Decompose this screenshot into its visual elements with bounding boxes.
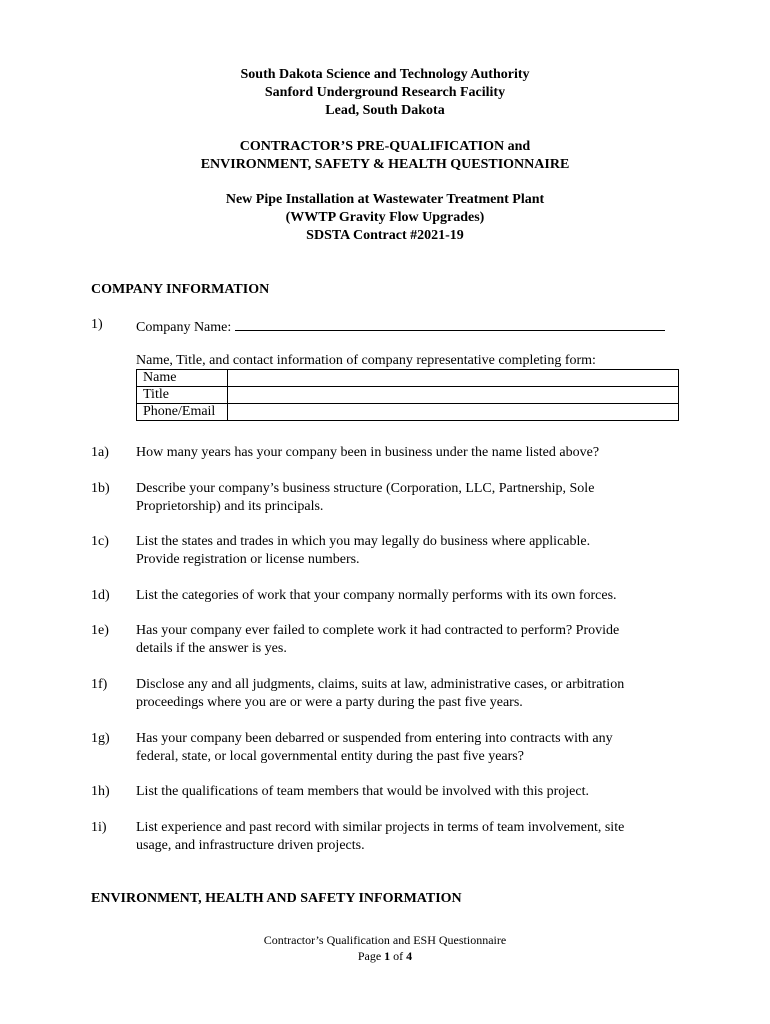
question-number: 1d) <box>91 588 110 603</box>
project-info <box>0 191 770 245</box>
section-title-esh: ENVIRONMENT, HEALTH AND SAFETY INFORMATION <box>91 891 462 906</box>
question-text <box>136 480 696 516</box>
question-text <box>136 730 696 766</box>
question-line: Has your company ever failed to complete work it had contracted to perform? Provide <box>136 623 620 638</box>
table-row <box>137 404 679 421</box>
question-text <box>136 587 696 605</box>
question-line: proceedings where you are or were a party during the past five years. <box>136 695 523 710</box>
question-line: List the states and trades in which you may legally do business where applicable. <box>136 534 591 549</box>
question-number: 1a) <box>91 445 109 460</box>
rep-value-name[interactable] <box>228 370 679 387</box>
page-footer <box>0 932 770 964</box>
contract-number: SDSTA Contract #2021-19 <box>306 228 464 243</box>
page-total: 4 <box>406 949 413 963</box>
question-text <box>136 444 696 462</box>
question-line: Describe your company’s business structure (Corporation, LLC, Partnership, Sole <box>136 481 595 496</box>
question-line: usage, and infrastructure driven projects. <box>136 838 365 853</box>
question-text <box>136 622 696 658</box>
question-line: details if the answer is yes. <box>136 641 287 656</box>
question-line: How many years has your company been in business under the name listed above? <box>136 445 600 460</box>
question-line: List the qualifications of team members that would be involved with this project. <box>136 784 589 799</box>
rep-label-title: Title <box>137 387 228 404</box>
section-title-company: COMPANY INFORMATION <box>91 282 270 297</box>
company-name-field <box>136 316 665 337</box>
company-name-label: Company Name: <box>136 320 232 335</box>
page-word: Page <box>357 949 382 963</box>
question-text <box>136 533 696 569</box>
of-word: of <box>393 949 404 963</box>
question-number: 1f) <box>91 677 108 692</box>
question-number: 1b) <box>91 481 110 496</box>
page-number: 1 <box>384 949 391 963</box>
question-number: 1c) <box>91 534 109 549</box>
company-name-blank[interactable] <box>235 316 665 331</box>
footer-title: Contractor’s Qualification and ESH Questionnaire <box>263 933 507 947</box>
question-line: List experience and past record with similar projects in terms of team involvement, site <box>136 820 625 835</box>
table-row <box>137 370 679 387</box>
facility-name: Sanford Underground Research Facility <box>264 85 506 100</box>
table-row <box>137 387 679 404</box>
page-indicator <box>0 948 770 964</box>
project-name: New Pipe Installation at Wastewater Treatment Plant <box>225 192 545 207</box>
title-line-1: CONTRACTOR’S PRE-QUALIFICATION and <box>239 139 531 154</box>
document-title <box>0 138 770 174</box>
location: Lead, South Dakota <box>325 103 445 118</box>
question-line: federal, state, or local governmental entity during the past five years? <box>136 749 524 764</box>
question-line: Disclose any and all judgments, claims, suits at law, administrative cases, or arbitration <box>136 677 625 692</box>
representative-table <box>136 369 679 421</box>
question-line: Provide registration or license numbers. <box>136 552 360 567</box>
rep-label-phone-email: Phone/Email <box>137 404 228 421</box>
question-number: 1e) <box>91 623 109 638</box>
project-subtitle: (WWTP Gravity Flow Upgrades) <box>285 210 485 225</box>
question-number: 1g) <box>91 731 110 746</box>
question-number: 1i) <box>91 820 107 835</box>
question-line: Proprietorship) and its principals. <box>136 499 324 514</box>
question-number: 1) <box>91 317 103 332</box>
title-line-2: ENVIRONMENT, SAFETY & HEALTH QUESTIONNAIRE <box>200 157 570 172</box>
rep-value-title[interactable] <box>228 387 679 404</box>
question-line: List the categories of work that your company normally performs with its own forces. <box>136 588 617 603</box>
rep-value-phone-email[interactable] <box>228 404 679 421</box>
question-text <box>136 819 696 855</box>
question-text <box>136 783 696 801</box>
document-header <box>0 66 770 120</box>
rep-label-name: Name <box>137 370 228 387</box>
question-line: Has your company been debarred or suspended from entering into contracts with any <box>136 731 613 746</box>
question-number: 1h) <box>91 784 110 799</box>
rep-intro: Name, Title, and contact information of company representative completing form: <box>136 353 596 368</box>
org-name: South Dakota Science and Technology Authority <box>240 67 530 82</box>
question-text <box>136 676 696 712</box>
